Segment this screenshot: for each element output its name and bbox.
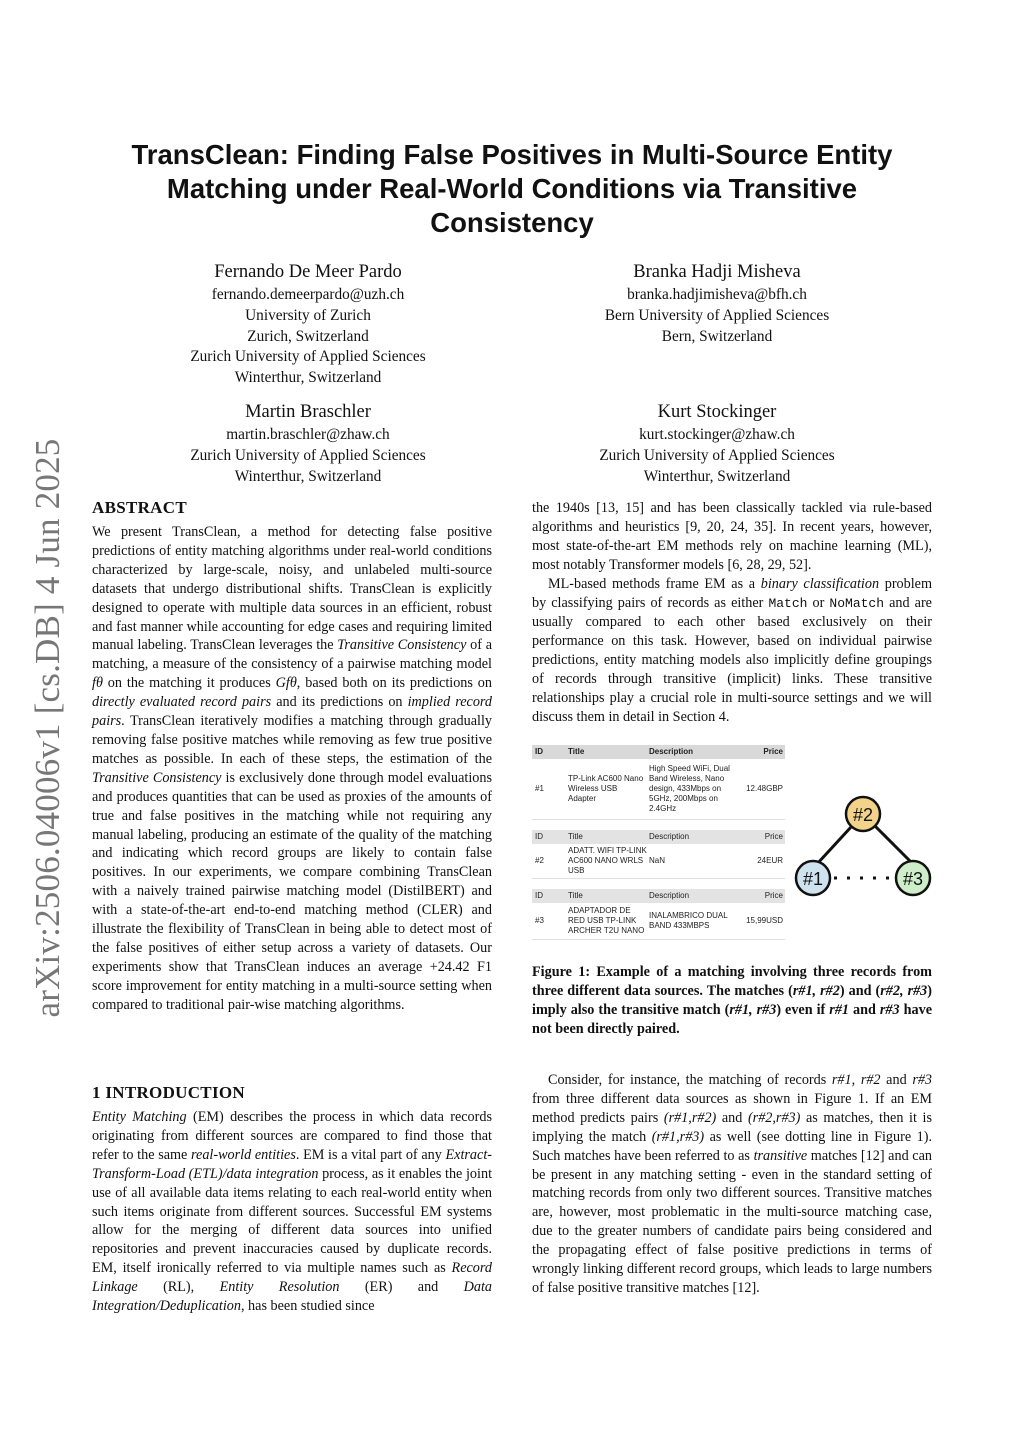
abstract-section [92, 497, 492, 1015]
arxiv-stamp [8, 437, 88, 1018]
table-header: ID Title Description Price [532, 830, 785, 844]
author-email[interactable]: fernando.demeerpardo@uzh.ch [211, 286, 405, 303]
paragraph-history: the 1940s [13, 15] and has been classically tackled via rule-based algorithms and heuristics [9, 20, 24, 35]. In recent years, however, most state-of-the-art EM methods rely on machine learning (ML), most notably Transformer models [6, 28, 29, 52]. [532, 500, 932, 573]
title-line-3: Consistency [430, 207, 594, 238]
paper-title [100, 138, 924, 240]
introduction-section [92, 1082, 492, 1316]
author-name: Martin Braschler [245, 402, 371, 422]
right-column-top [532, 499, 932, 727]
title-line-2: Matching under Real-World Conditions via Transitive [166, 173, 858, 204]
table-header: ID Title Description Price [532, 889, 785, 903]
table-row: #1 TP-Link AC600 Nano Wireless USB Adapter High Speed WiFi, Dual Band Wireless, Nano design, 433Mbps on 5GHz, 200Mbps on 2.4GHz 12.48GBP [532, 759, 785, 820]
author-location: Winterthur, Switzerland [643, 467, 791, 485]
author-affiliation: Zurich University of Applied Sciences [190, 348, 426, 366]
right-column-bottom [532, 1071, 932, 1298]
node-label-r2: #2 [852, 805, 874, 825]
introduction-heading: 1 INTRODUCTION [92, 1083, 245, 1102]
figure-1-caption: Figure 1: Example of a matching involving three records from three different data sources. The matches (r#1, r#2) and (r#2, r#3) imply also the transitive match (r#1, r#3) even if r#1 and r#3 have not been directly paired. [532, 964, 933, 1037]
paragraph-transitive-example: Consider, for instance, the matching of records r#1, r#2 and r#3 from three different data sources as shown in Figure 1. If an EM method predicts pairs (r#1,r#2) and (r#2,r#3) as matches, then it is implying the match (r#1,r#3) as well (see dotting line in Figure 1). Such matches have been referred to as transitive matches [12] and can be present in any matching setting - even in the standard setting of matching records from only two different sources. Transitive matches are, however, most problematic in the multi-source matching case, due to the greater numbers of candidate pairs being considered and the propagating effect of false positive predictions in terms of wrongly linking different record groups, which leads to large numbers of false positive transitive matches [12]. [532, 1072, 933, 1296]
table-row: #2 ADATT. WIFI TP-LINK AC600 NANO WRLS USB NaN 24EUR [532, 844, 785, 879]
author-name: Fernando De Meer Pardo [214, 262, 402, 282]
author-location: Bern, Switzerland [661, 327, 773, 345]
author-block-4 [537, 399, 897, 487]
author-location: Winterthur, Switzerland [234, 467, 382, 485]
author-name: Kurt Stockinger [657, 402, 777, 422]
arxiv-id: arXiv:2506.04006v1 [cs.DB] 4 Jun 2025 [28, 437, 67, 1018]
abstract-body: We present TransClean, a method for detecting false positive predictions of entity matching algorithms under real-world conditions characterized by large-scale, noisy, and unlabeled multi-source datasets that undergo distributional shifts. TransClean is explicitly designed to operate with multiple data sources in an efficient, robust and fast manner while accounting for edge cases and requiring limited manual labeling. TransClean leverages the Transitive Consistency of a matching, a measure of the consistency of a pairwise matching model fθ on the matching it produces Gfθ, based both on its predictions on directly evaluated record pairs and its predictions on implied record pairs. TransClean iteratively modifies a matching through gradually removing false positive matches while removing as few true positive matches as possible. In each of these steps, the estimation of the Transitive Consistency is exclusively done through model evaluations and produces quantities that can be used as proxies of the amounts of true and false positives in the matching while not requiring any manual labeling, producing an estimate of the quality of the matching and indicating which record groups are likely to contain false positives. In our experiments, we compare combining TransClean with a naively trained pairwise matching model (DistilBERT) and with a state-of-the-art end-to-end matching method (CLER) and illustrate the flexibility of TransClean in being able to detect most of the false positives of either setup across a variety of datasets. Our experiments show that TransClean induces an average +24.42 F1 score improvement for entity matching in a multi-source setting when compared to traditional pair-wise matching algorithms. [92, 524, 493, 1013]
author-affiliation: Zurich University of Applied Sciences [599, 446, 835, 464]
paragraph-ml-methods: ML-based methods frame EM as a binary classification problem by classifying pairs of records as either Match or NoMatch and are usually compared to each other based exclusively on their performance on this task. However, based on individual pairwise predictions, entity matching models also implicitly define groupings of records through transitive (implicit) links. These transitive relationships play a crucial role in multi-source settings and we will discuss them in detail in Section 4. [532, 575, 932, 725]
record-block-2 [532, 830, 785, 879]
author-name: Branka Hadji Misheva [633, 262, 801, 282]
figure-1-records-table [532, 745, 785, 950]
author-email[interactable]: kurt.stockinger@zhaw.ch [639, 426, 795, 443]
figure-1-match-graph [792, 792, 937, 902]
author-affiliation: Bern University of Applied Sciences [604, 306, 830, 324]
node-label-r1: #1 [802, 869, 824, 889]
author-email[interactable]: martin.braschler@zhaw.ch [226, 426, 390, 443]
author-affiliation: University of Zurich [245, 306, 371, 324]
node-label-r3: #3 [902, 869, 924, 889]
table-header: ID Title Description Price [532, 745, 785, 759]
author-affiliation: Zurich University of Applied Sciences [190, 446, 426, 464]
author-location: Winterthur, Switzerland [234, 369, 382, 387]
table-row: #3 ADAPTADOR DE RED USB TP-LINK ARCHER T2U NANO INALAMBRICO DUAL BAND 433MBPS 15,99USD [532, 903, 785, 940]
introduction-body: Entity Matching (EM) describes the process in which data records originating from different sources are compared to find those that refer to the same real-world entities. EM is a vital part of any Extract-Transform-Load (ETL)/data integration process, as it enables the joint use of all available data items relating to each real-world entity when such items originate from different sources. Successful EM systems allow for the merging of different data sources into unified repositories and prevent inaccuracies caused by duplicate records. EM, itself ironically referred to via multiple names such as Record Linkage (RL), Entity Resolution (ER) and Data Integration/Deduplication, has been studied since [92, 1109, 493, 1315]
author-block-3 [128, 399, 488, 487]
abstract-heading: ABSTRACT [92, 498, 187, 517]
author-location: Zurich, Switzerland [247, 327, 369, 345]
author-block-2 [537, 259, 897, 347]
title-line-1: TransClean: Finding False Positives in Multi-Source Entity [131, 139, 893, 170]
author-email[interactable]: branka.hadjimisheva@bfh.ch [627, 286, 807, 303]
author-block-1 [128, 259, 488, 389]
record-block-3 [532, 889, 785, 940]
record-block-1 [532, 745, 785, 820]
